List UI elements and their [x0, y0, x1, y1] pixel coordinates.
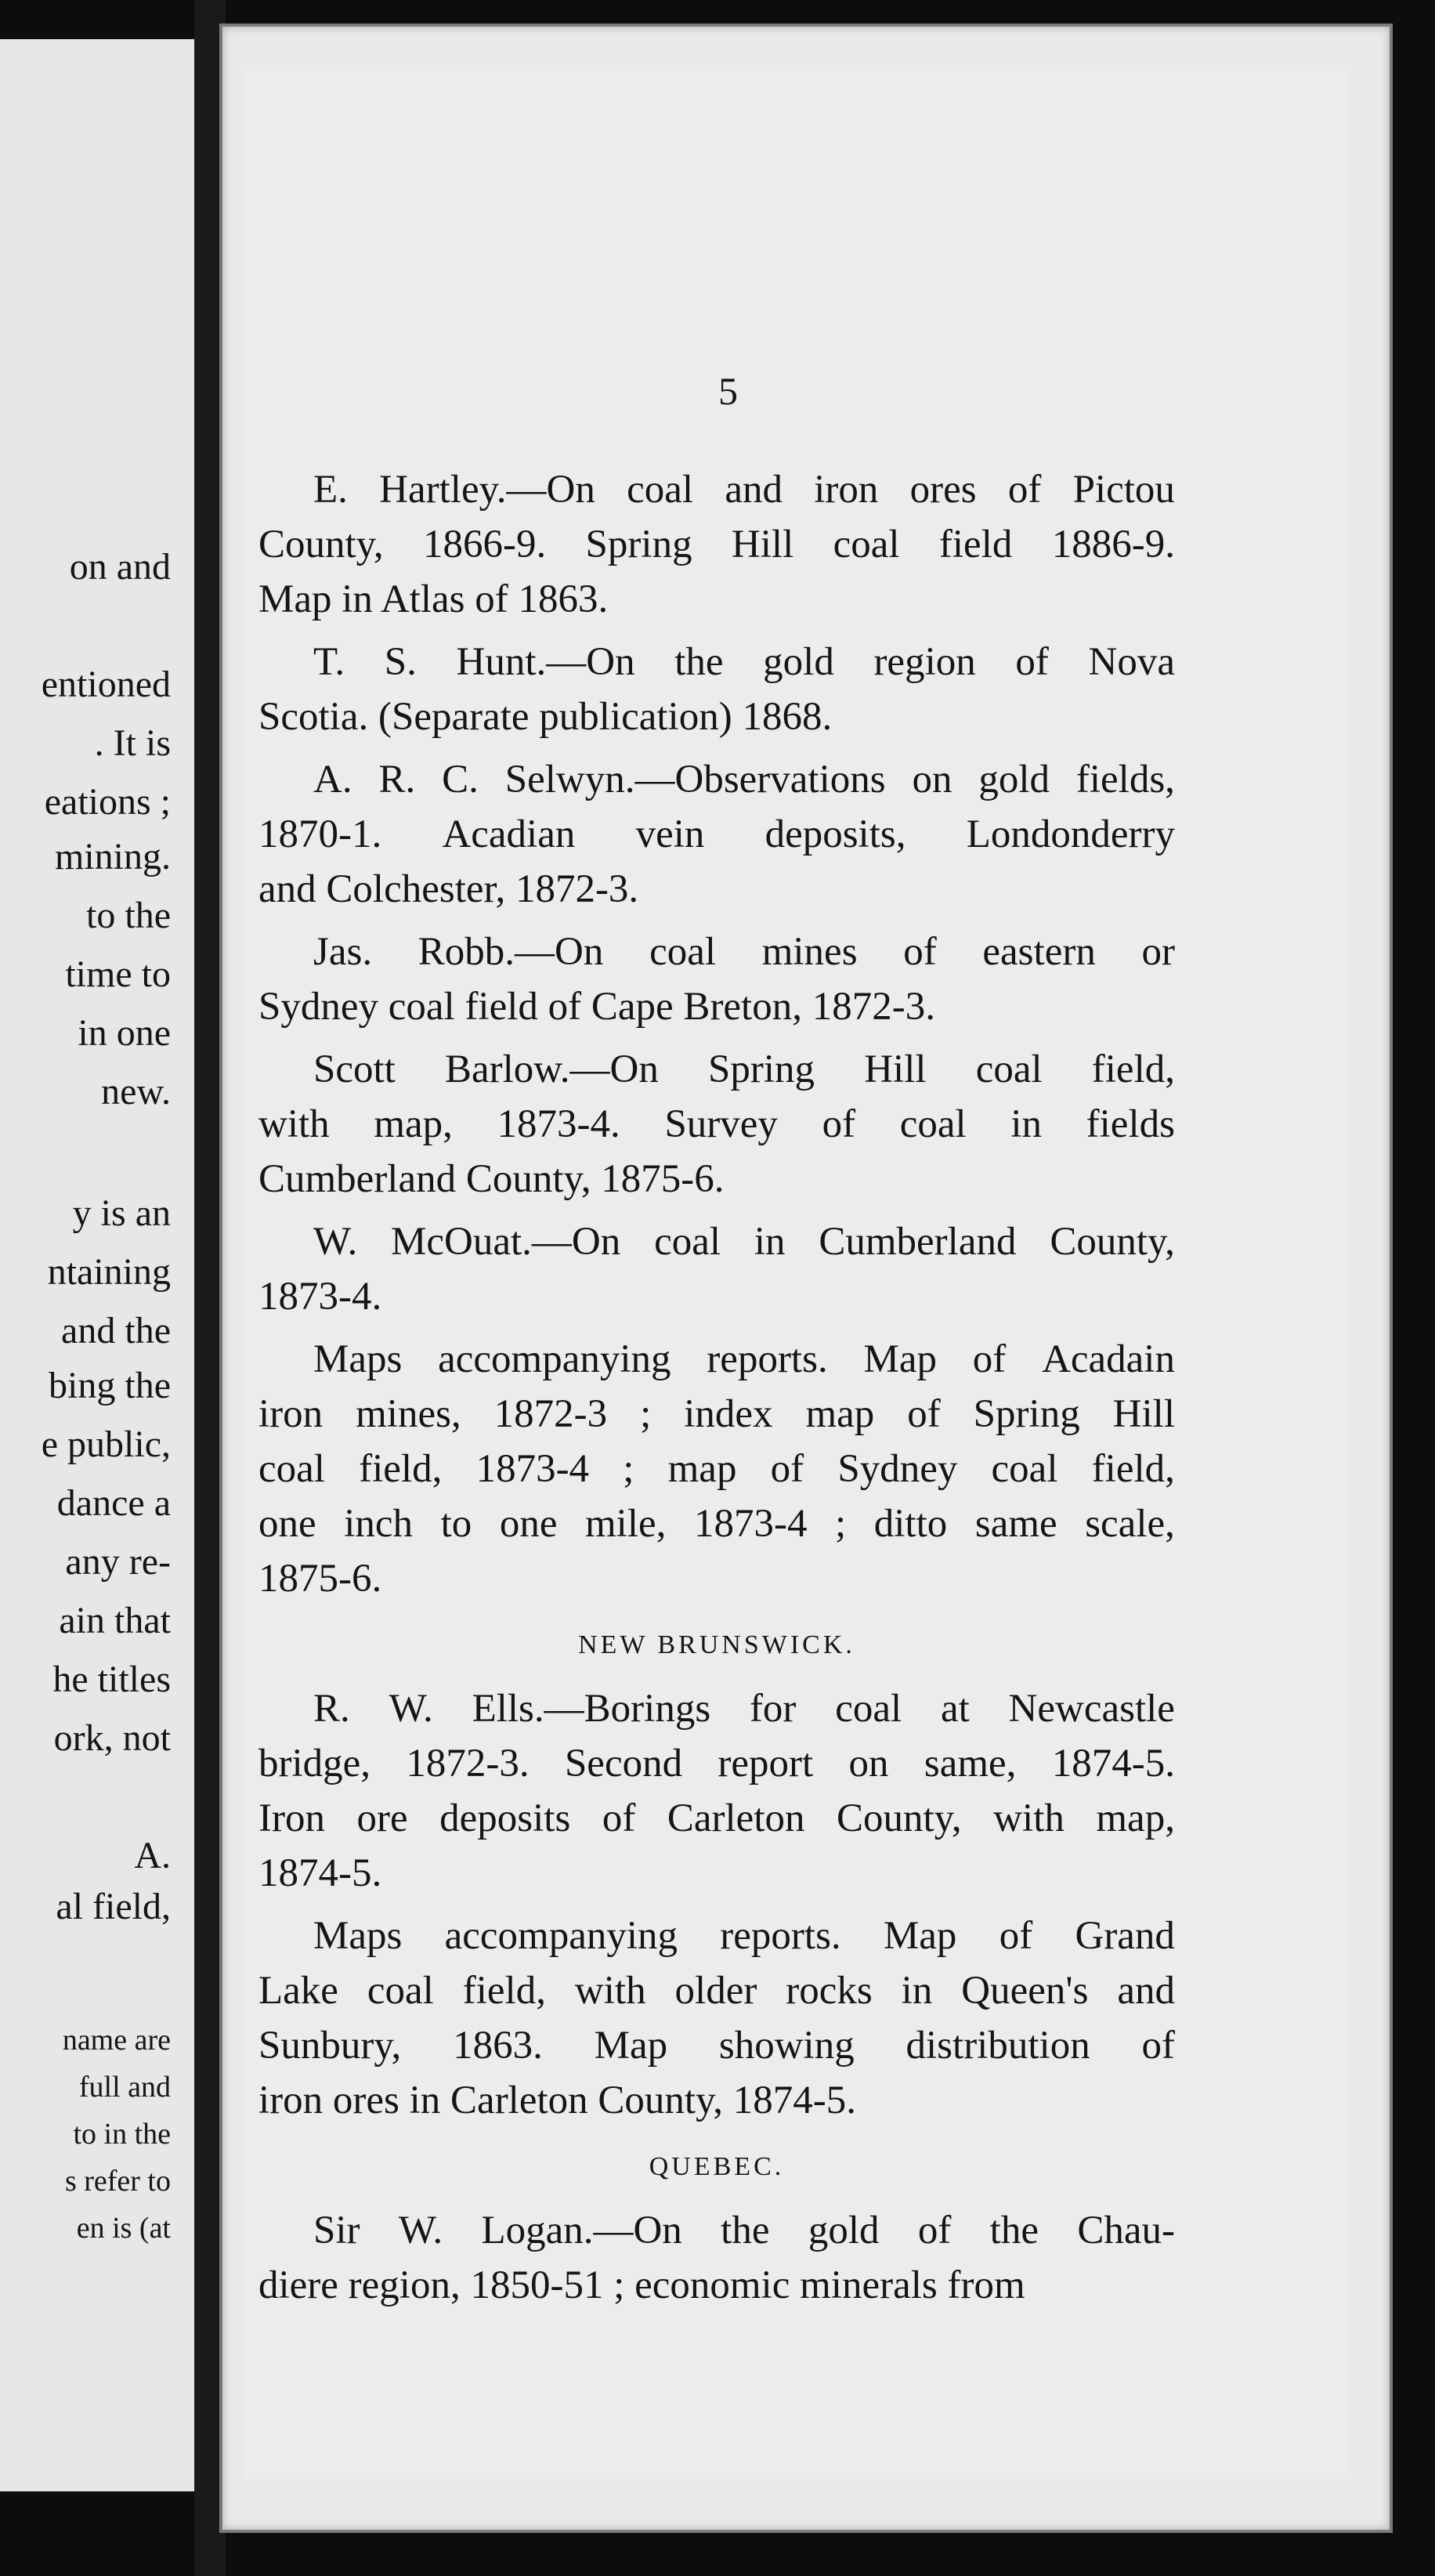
- text-line: County, 1866-9. Spring Hill coal field 1886-9.: [258, 523, 1175, 566]
- text-line: iron ores in Carleton County, 1874-5.: [258, 2079, 857, 2122]
- text-line: Maps accompanying reports. Map of Acadain: [313, 1337, 1175, 1381]
- left-page-line: mining.: [54, 836, 171, 877]
- left-page-line: bing the: [49, 1365, 171, 1406]
- left-page-line: dance a: [56, 1482, 171, 1524]
- left-page-line: ntaining: [47, 1251, 171, 1293]
- left-page-line: time to: [65, 953, 171, 995]
- text-line: E. Hartley.—On coal and iron ores of Pictou: [313, 468, 1175, 512]
- left-page-line: to the: [86, 895, 171, 936]
- left-page-line: eations ;: [44, 781, 171, 823]
- text-line: Scott Barlow.—On Spring Hill coal field,: [313, 1047, 1175, 1091]
- paragraph: [258, 1332, 1175, 1606]
- paragraph: [258, 1214, 1175, 1324]
- text-line: Maps accompanying reports. Map of Grand: [313, 1914, 1175, 1958]
- left-page-line: y is an: [72, 1192, 171, 1234]
- text-line: W. McOuat.—On coal in Cumberland County,: [313, 1220, 1175, 1264]
- paragraph: [258, 752, 1175, 917]
- text-line: 1870-1. Acadian vein deposits, Londonderry: [258, 812, 1175, 856]
- left-page-line: A.: [134, 1835, 171, 1876]
- text-line: coal field, 1873-4 ; map of Sydney coal field,: [258, 1447, 1175, 1491]
- text-line: with map, 1873-4. Survey of coal in fields: [258, 1102, 1175, 1146]
- left-page-line: he titles: [52, 1659, 171, 1700]
- text-line: Scotia. (Separate publication) 1868.: [258, 695, 833, 739]
- text-line: 1873-4.: [258, 1275, 382, 1319]
- paragraph: [258, 1908, 1175, 2128]
- paragraph: [258, 1681, 1175, 1901]
- left-page: [0, 39, 199, 2491]
- paragraph: [258, 635, 1175, 744]
- text-line: and Colchester, 1872-3.: [258, 867, 639, 911]
- text-column: [258, 462, 1175, 2321]
- left-page-line: en is (at: [76, 2212, 171, 2245]
- left-page-line: in one: [78, 1012, 171, 1054]
- text-line: A. R. C. Selwyn.—Observations on gold fields,: [313, 758, 1175, 801]
- text-line: iron mines, 1872-3 ; index map of Spring Hill: [258, 1392, 1175, 1436]
- left-page-line: to in the: [73, 2118, 171, 2151]
- text-line: Iron ore deposits of Carleton County, with map,: [258, 1796, 1175, 1840]
- left-page-line: any re-: [65, 1541, 171, 1583]
- paragraph: [258, 1042, 1175, 1207]
- page-number: 5: [718, 369, 738, 413]
- text-line: Cumberland County, 1875-6.: [258, 1157, 725, 1201]
- left-page-line: name are: [62, 2024, 171, 2057]
- paragraph: [258, 2203, 1175, 2313]
- text-line: bridge, 1872-3. Second report on same, 1874-5.: [258, 1742, 1175, 1785]
- section-heading: NEW BRUNSWICK.: [578, 1630, 855, 1659]
- left-page-line: new.: [101, 1071, 171, 1113]
- paragraph: [258, 924, 1175, 1034]
- text-line: Lake coal field, with older rocks in Queen's and: [258, 1969, 1175, 2013]
- left-page-line: on and: [69, 546, 171, 588]
- text-line: T. S. Hunt.—On the gold region of Nova: [313, 640, 1175, 684]
- text-line: Sunbury, 1863. Map showing distribution of: [258, 2024, 1175, 2068]
- left-page-line: s refer to: [64, 2165, 171, 2198]
- left-page-line: ork, not: [53, 1717, 171, 1759]
- left-page-line: . It is: [94, 722, 171, 764]
- text-line: 1874-5.: [258, 1851, 382, 1895]
- left-page-line: e public,: [41, 1424, 171, 1465]
- text-line: 1875-6.: [258, 1557, 382, 1601]
- left-page-line: and the: [61, 1310, 171, 1351]
- text-line: R. W. Ells.—Borings for coal at Newcastle: [313, 1687, 1175, 1731]
- paragraph: [258, 462, 1175, 627]
- left-page-line: ain that: [59, 1600, 171, 1641]
- text-line: Sir W. Logan.—On the gold of the Chau-: [313, 2209, 1175, 2252]
- section-heading: QUEBEC.: [649, 2152, 785, 2181]
- left-page-line: al field,: [56, 1886, 171, 1927]
- text-line: Jas. Robb.—On coal mines of eastern or: [313, 930, 1175, 974]
- text-line: diere region, 1850-51 ; economic minerals from: [258, 2263, 1025, 2307]
- text-line: Map in Atlas of 1863.: [258, 577, 609, 621]
- left-page-line: entioned: [41, 664, 171, 705]
- text-line: Sydney coal field of Cape Breton, 1872-3.: [258, 985, 935, 1029]
- text-line: one inch to one mile, 1873-4 ; ditto same scale,: [258, 1502, 1175, 1546]
- left-page-line: full and: [78, 2071, 171, 2104]
